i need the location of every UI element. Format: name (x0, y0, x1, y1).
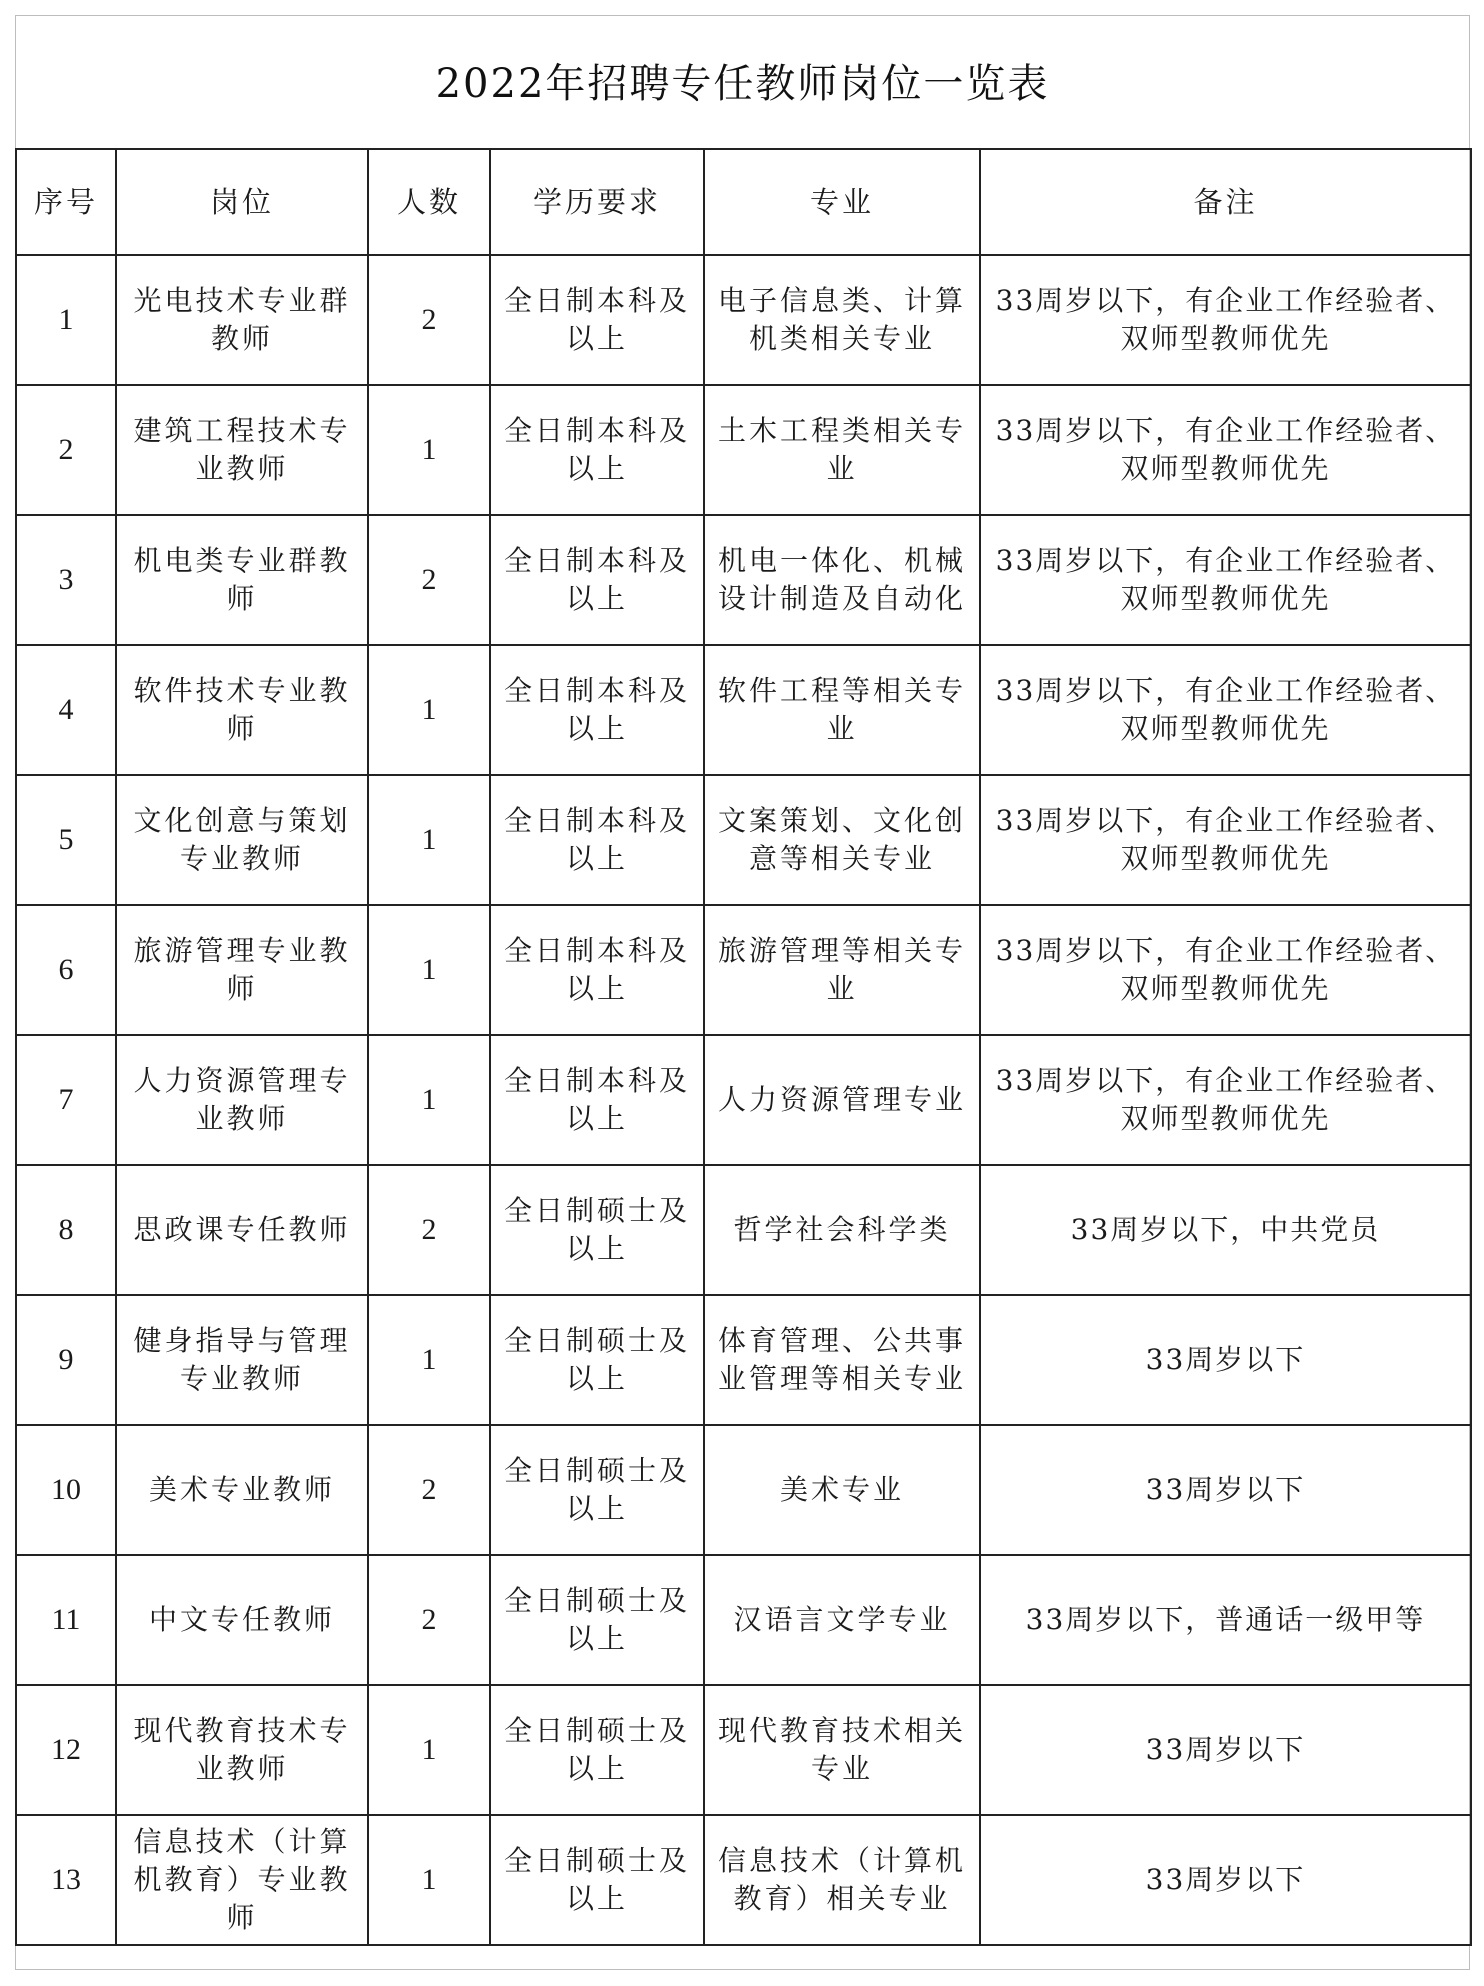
cell-note: 33周岁以下，有企业工作经验者、双师型教师优先 (980, 255, 1471, 385)
cell-position: 机电类专业群教师 (116, 515, 368, 645)
cell-note: 33周岁以下，有企业工作经验者、双师型教师优先 (980, 775, 1471, 905)
cell-no: 1 (16, 255, 116, 385)
cell-major: 信息技术（计算机教育）相关专业 (704, 1815, 980, 1945)
cell-no: 2 (16, 385, 116, 515)
cell-education: 全日制本科及以上 (490, 1035, 704, 1165)
table-row (16, 775, 1471, 905)
cell-note: 33周岁以下，普通话一级甲等 (980, 1555, 1471, 1685)
header-count: 人数 (368, 149, 490, 255)
cell-education: 全日制本科及以上 (490, 385, 704, 515)
cell-major: 现代教育技术相关专业 (704, 1685, 980, 1815)
table-body (16, 255, 1471, 1945)
cell-major: 机电一体化、机械设计制造及自动化 (704, 515, 980, 645)
cell-note: 33周岁以下，有企业工作经验者、双师型教师优先 (980, 645, 1471, 775)
cell-position: 思政课专任教师 (116, 1165, 368, 1295)
cell-no: 6 (16, 905, 116, 1035)
cell-position: 建筑工程技术专业教师 (116, 385, 368, 515)
cell-major: 文案策划、文化创意等相关专业 (704, 775, 980, 905)
cell-education: 全日制本科及以上 (490, 905, 704, 1035)
cell-major: 美术专业 (704, 1425, 980, 1555)
table-row (16, 385, 1471, 515)
cell-major: 体育管理、公共事业管理等相关专业 (704, 1295, 980, 1425)
cell-position: 健身指导与管理专业教师 (116, 1295, 368, 1425)
cell-no: 4 (16, 645, 116, 775)
table-row (16, 255, 1471, 385)
cell-major: 哲学社会科学类 (704, 1165, 980, 1295)
cell-note: 33周岁以下 (980, 1815, 1471, 1945)
cell-major: 软件工程等相关专业 (704, 645, 980, 775)
cell-education: 全日制本科及以上 (490, 645, 704, 775)
cell-no: 8 (16, 1165, 116, 1295)
cell-count: 2 (368, 255, 490, 385)
cell-major: 汉语言文学专业 (704, 1555, 980, 1685)
table-row (16, 1295, 1471, 1425)
header-position: 岗位 (116, 149, 368, 255)
table-row (16, 1035, 1471, 1165)
cell-major: 人力资源管理专业 (704, 1035, 980, 1165)
cell-no: 11 (16, 1555, 116, 1685)
cell-major: 土木工程类相关专业 (704, 385, 980, 515)
cell-note: 33周岁以下 (980, 1295, 1471, 1425)
cell-major: 旅游管理等相关专业 (704, 905, 980, 1035)
cell-no: 13 (16, 1815, 116, 1945)
cell-position: 旅游管理专业教师 (116, 905, 368, 1035)
cell-education: 全日制硕士及以上 (490, 1815, 704, 1945)
page-title: 2022年招聘专任教师岗位一览表 (435, 60, 1050, 107)
cell-note: 33周岁以下 (980, 1685, 1471, 1815)
cell-major: 电子信息类、计算机类相关专业 (704, 255, 980, 385)
table-row (16, 905, 1471, 1035)
cell-no: 12 (16, 1685, 116, 1815)
cell-position: 信息技术（计算机教育）专业教师 (116, 1815, 368, 1945)
cell-count: 2 (368, 515, 490, 645)
cell-education: 全日制硕士及以上 (490, 1685, 704, 1815)
header-major: 专业 (704, 149, 980, 255)
table-row (16, 645, 1471, 775)
cell-position: 文化创意与策划专业教师 (116, 775, 368, 905)
positions-table (15, 148, 1472, 1946)
cell-position: 现代教育技术专业教师 (116, 1685, 368, 1815)
cell-count: 2 (368, 1555, 490, 1685)
table-row (16, 1685, 1471, 1815)
cell-no: 10 (16, 1425, 116, 1555)
cell-count: 1 (368, 1035, 490, 1165)
cell-count: 1 (368, 905, 490, 1035)
cell-count: 1 (368, 645, 490, 775)
cell-position: 人力资源管理专业教师 (116, 1035, 368, 1165)
table-row (16, 1425, 1471, 1555)
cell-note: 33周岁以下，有企业工作经验者、双师型教师优先 (980, 385, 1471, 515)
cell-education: 全日制硕士及以上 (490, 1165, 704, 1295)
cell-position: 光电技术专业群教师 (116, 255, 368, 385)
table-row (16, 1555, 1471, 1685)
cell-no: 9 (16, 1295, 116, 1425)
cell-note: 33周岁以下，有企业工作经验者、双师型教师优先 (980, 515, 1471, 645)
cell-education: 全日制本科及以上 (490, 255, 704, 385)
cell-education: 全日制硕士及以上 (490, 1555, 704, 1685)
cell-count: 1 (368, 775, 490, 905)
cell-education: 全日制硕士及以上 (490, 1295, 704, 1425)
cell-count: 1 (368, 1685, 490, 1815)
table-row (16, 1815, 1471, 1945)
cell-count: 1 (368, 385, 490, 515)
cell-education: 全日制本科及以上 (490, 515, 704, 645)
header-no: 序号 (16, 149, 116, 255)
cell-count: 2 (368, 1165, 490, 1295)
table-header (16, 149, 1471, 255)
header-note: 备注 (980, 149, 1471, 255)
cell-note: 33周岁以下 (980, 1425, 1471, 1555)
cell-position: 中文专任教师 (116, 1555, 368, 1685)
cell-no: 5 (16, 775, 116, 905)
table-row (16, 515, 1471, 645)
cell-position: 美术专业教师 (116, 1425, 368, 1555)
cell-note: 33周岁以下，有企业工作经验者、双师型教师优先 (980, 905, 1471, 1035)
cell-count: 1 (368, 1295, 490, 1425)
cell-no: 7 (16, 1035, 116, 1165)
header-education: 学历要求 (490, 149, 704, 255)
header-row (16, 149, 1471, 255)
cell-education: 全日制本科及以上 (490, 775, 704, 905)
cell-count: 1 (368, 1815, 490, 1945)
cell-position: 软件技术专业教师 (116, 645, 368, 775)
table-row (16, 1165, 1471, 1295)
cell-no: 3 (16, 515, 116, 645)
cell-note: 33周岁以下，中共党员 (980, 1165, 1471, 1295)
cell-count: 2 (368, 1425, 490, 1555)
cell-education: 全日制硕士及以上 (490, 1425, 704, 1555)
cell-note: 33周岁以下，有企业工作经验者、双师型教师优先 (980, 1035, 1471, 1165)
